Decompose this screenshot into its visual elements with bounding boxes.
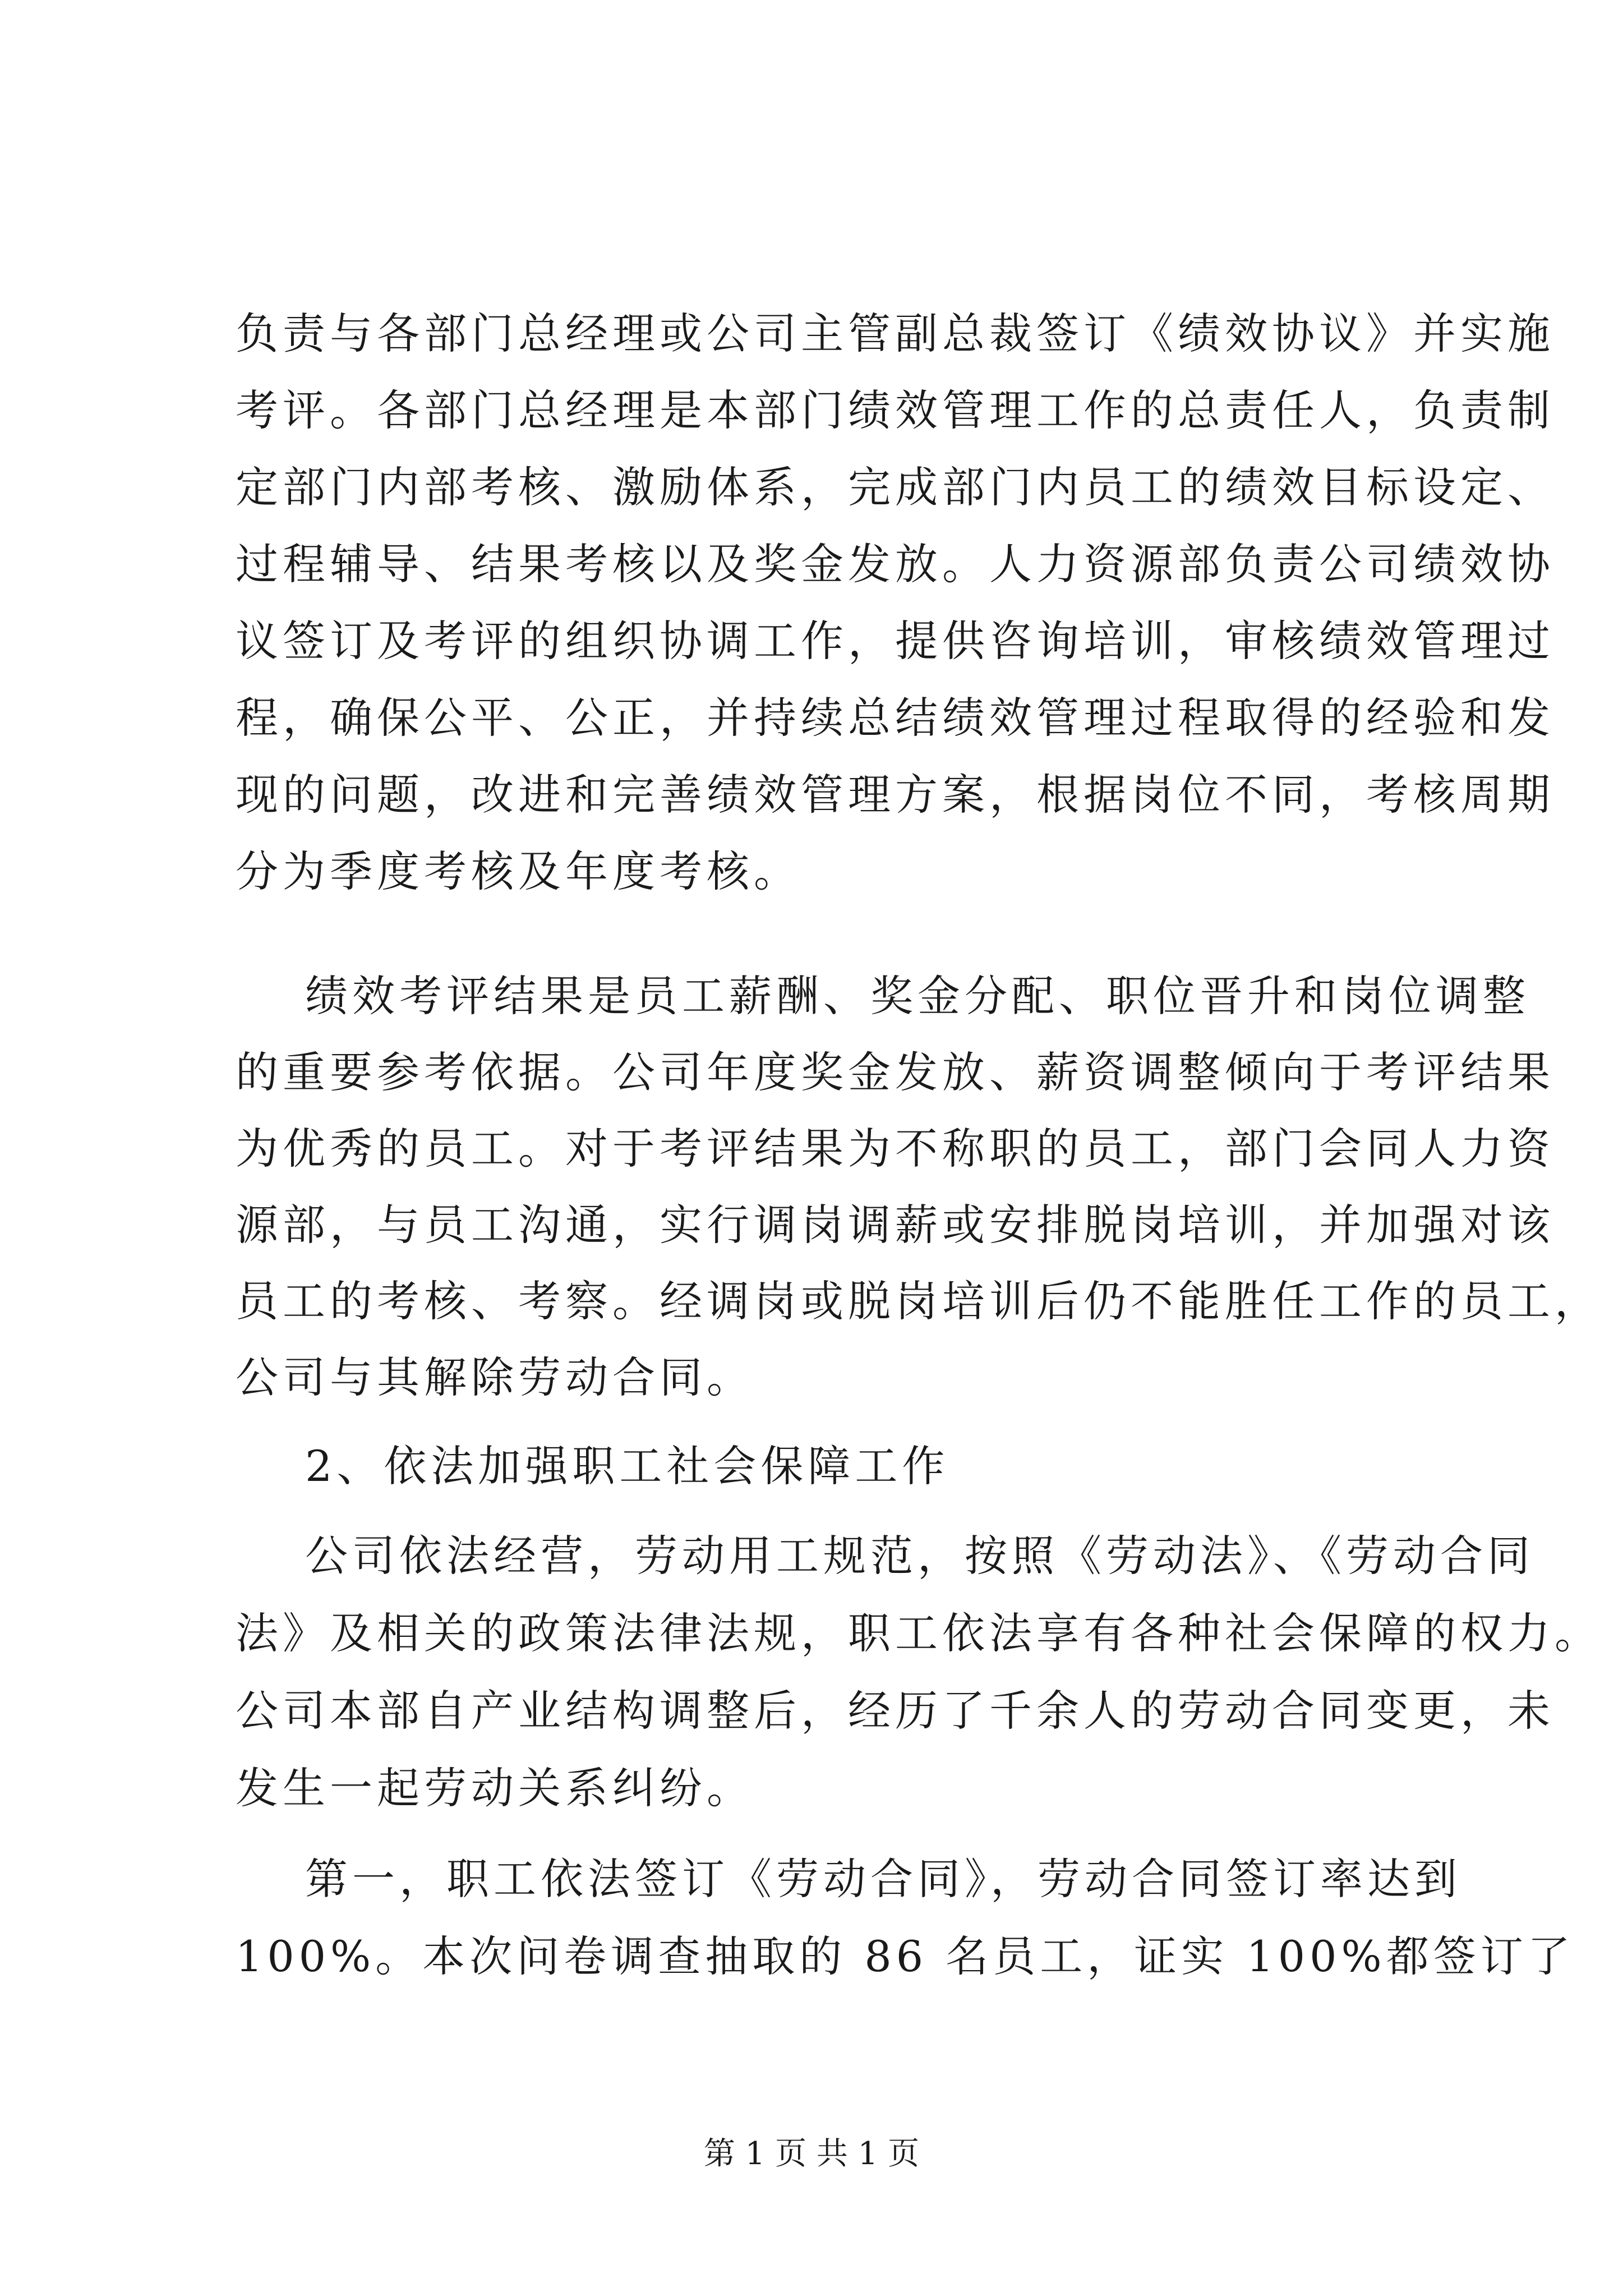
body-text-line: 100%。本次问卷调查抽取的 86 名员工，证实 100%都签订了 [236, 1931, 1575, 1981]
section-heading: 2、依法加强职工社会保障工作 [305, 1441, 949, 1491]
body-text-line: 负责与各部门总经理或公司主管副总裁签订《绩效协议》并实施 [236, 309, 1555, 358]
body-text-line: 为优秀的员工。对于考评结果为不称职的员工，部门会同人力资 [236, 1124, 1555, 1174]
body-text-line: 定部门内部考核、激励体系，完成部门内员工的绩效目标设定、 [236, 462, 1555, 512]
body-text-line: 过程辅导、结果考核以及奖金发放。人力资源部负责公司绩效协 [236, 539, 1555, 589]
body-text-line: 公司本部自产业结构调整后，经历了千余人的劳动合同变更，未 [236, 1686, 1555, 1736]
body-text-line: 公司依法经营，劳动用工规范，按照《劳动法》、《劳动合同 [305, 1531, 1534, 1581]
body-text-line: 的重要参考依据。公司年度奖金发放、薪资调整倾向于考评结果 [236, 1047, 1555, 1097]
body-text-line: 发生一起劳动关系纠纷。 [236, 1763, 754, 1813]
body-text-line: 现的问题，改进和完善绩效管理方案，根据岗位不同，考核周期 [236, 770, 1555, 820]
body-text-line: 分为季度考核及年度考核。 [236, 846, 801, 896]
body-text-line: 绩效考评结果是员工薪酬、奖金分配、职位晋升和岗位调整 [305, 971, 1530, 1021]
body-text-line: 源部，与员工沟通，实行调岗调薪或安排脱岗培训，并加强对该 [236, 1200, 1555, 1250]
body-text-line: 员工的考核、考察。经调岗或脱岗培训后仍不能胜任工作的员工， [236, 1276, 1602, 1326]
body-text-line: 程，确保公平、公正，并持续总结绩效管理过程取得的经验和发 [236, 693, 1555, 743]
page-footer: 第 1 页 共 1 页 [703, 2136, 920, 2172]
body-text-line: 法》及相关的政策法律法规，职工依法享有各种社会保障的权力。 [236, 1608, 1602, 1658]
body-text-line: 考评。各部门总经理是本部门绩效管理工作的总责任人，负责制 [236, 385, 1555, 435]
body-text-line: 议签订及考评的组织协调工作，提供咨询培训，审核绩效管理过 [236, 616, 1555, 666]
body-text-line: 第一，职工依法签订《劳动合同》，劳动合同签订率达到 [305, 1854, 1461, 1904]
body-text-line: 公司与其解除劳动合同。 [236, 1352, 754, 1402]
